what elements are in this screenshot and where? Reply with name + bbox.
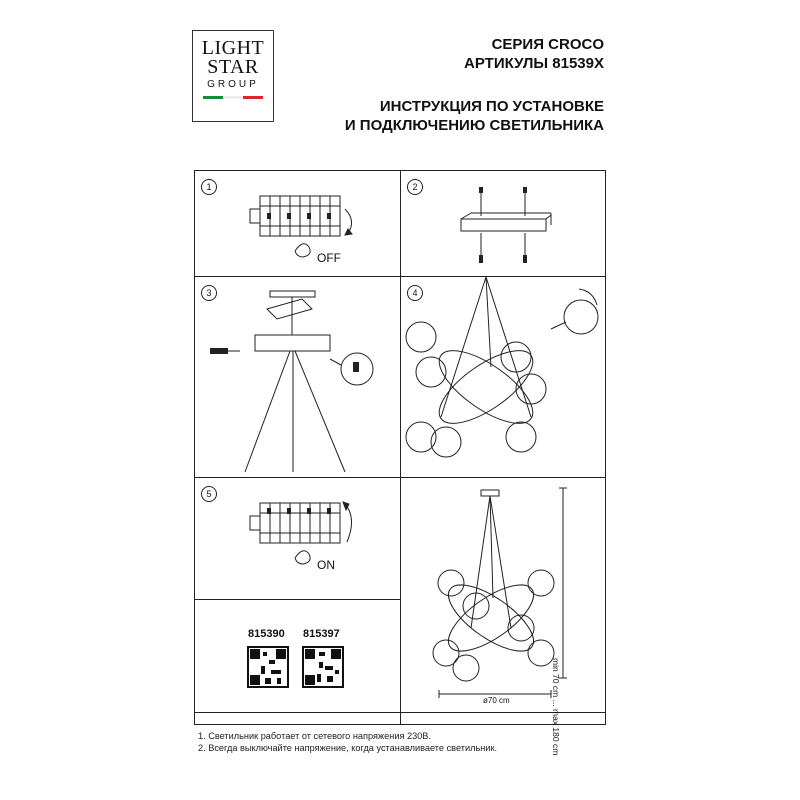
qr-codes (195, 600, 400, 712)
series-name: СЕРИЯ CROCO (491, 36, 604, 53)
chandelier-dimensions-illustration (401, 478, 607, 712)
brand-logo (192, 30, 274, 122)
title-line-1: ИНСТРУКЦИЯ ПО УСТАНОВКЕ (379, 98, 604, 115)
step-number: 2 (407, 179, 423, 195)
instruction-title (345, 97, 604, 135)
article-code-1: 815390 (248, 628, 285, 640)
step-1-panel (195, 171, 400, 276)
step-number: 3 (201, 285, 217, 301)
italian-flag-stripe (203, 96, 263, 99)
logo-line-1: LIGHT (201, 37, 265, 59)
circuit-breaker-off-illustration (195, 171, 400, 276)
height-dimension-label: min 70 cm ... max 180 cm (551, 658, 561, 756)
logo-line-2: STAR (207, 56, 259, 78)
dimensions-panel (401, 478, 607, 756)
note-1: 1. Светильник работает от сетевого напряжения 230В. (198, 731, 431, 741)
step-4-panel (401, 277, 607, 477)
title-line-2: И ПОДКЛЮЧЕНИЮ СВЕТИЛЬНИКА (344, 117, 604, 134)
circuit-breaker-on-illustration (195, 478, 400, 599)
step-5-panel (195, 478, 400, 599)
article-numbers: АРТИКУЛЫ 81539X (464, 55, 604, 72)
on-label: ON (317, 558, 335, 572)
step-number: 4 (407, 285, 423, 301)
bulb-installation-illustration (401, 277, 607, 477)
step-number: 1 (201, 179, 217, 195)
step-2-panel (401, 171, 607, 276)
series-header (464, 35, 604, 73)
note-2: 2. Всегда выключайте напряжение, когда устанавливаете светильник. (198, 743, 498, 753)
step-number: 5 (201, 486, 217, 502)
mounting-bracket-illustration (401, 171, 607, 276)
logo-line-3: GROUP (207, 79, 259, 90)
off-label: OFF (317, 251, 341, 265)
grid-divider (195, 712, 605, 713)
wiring-connection-illustration (195, 277, 400, 477)
article-code-2: 815397 (303, 628, 340, 640)
step-3-panel (195, 277, 400, 477)
diameter-dimension-label: ø70 cm (483, 696, 510, 705)
article-qr-panel (195, 600, 400, 712)
